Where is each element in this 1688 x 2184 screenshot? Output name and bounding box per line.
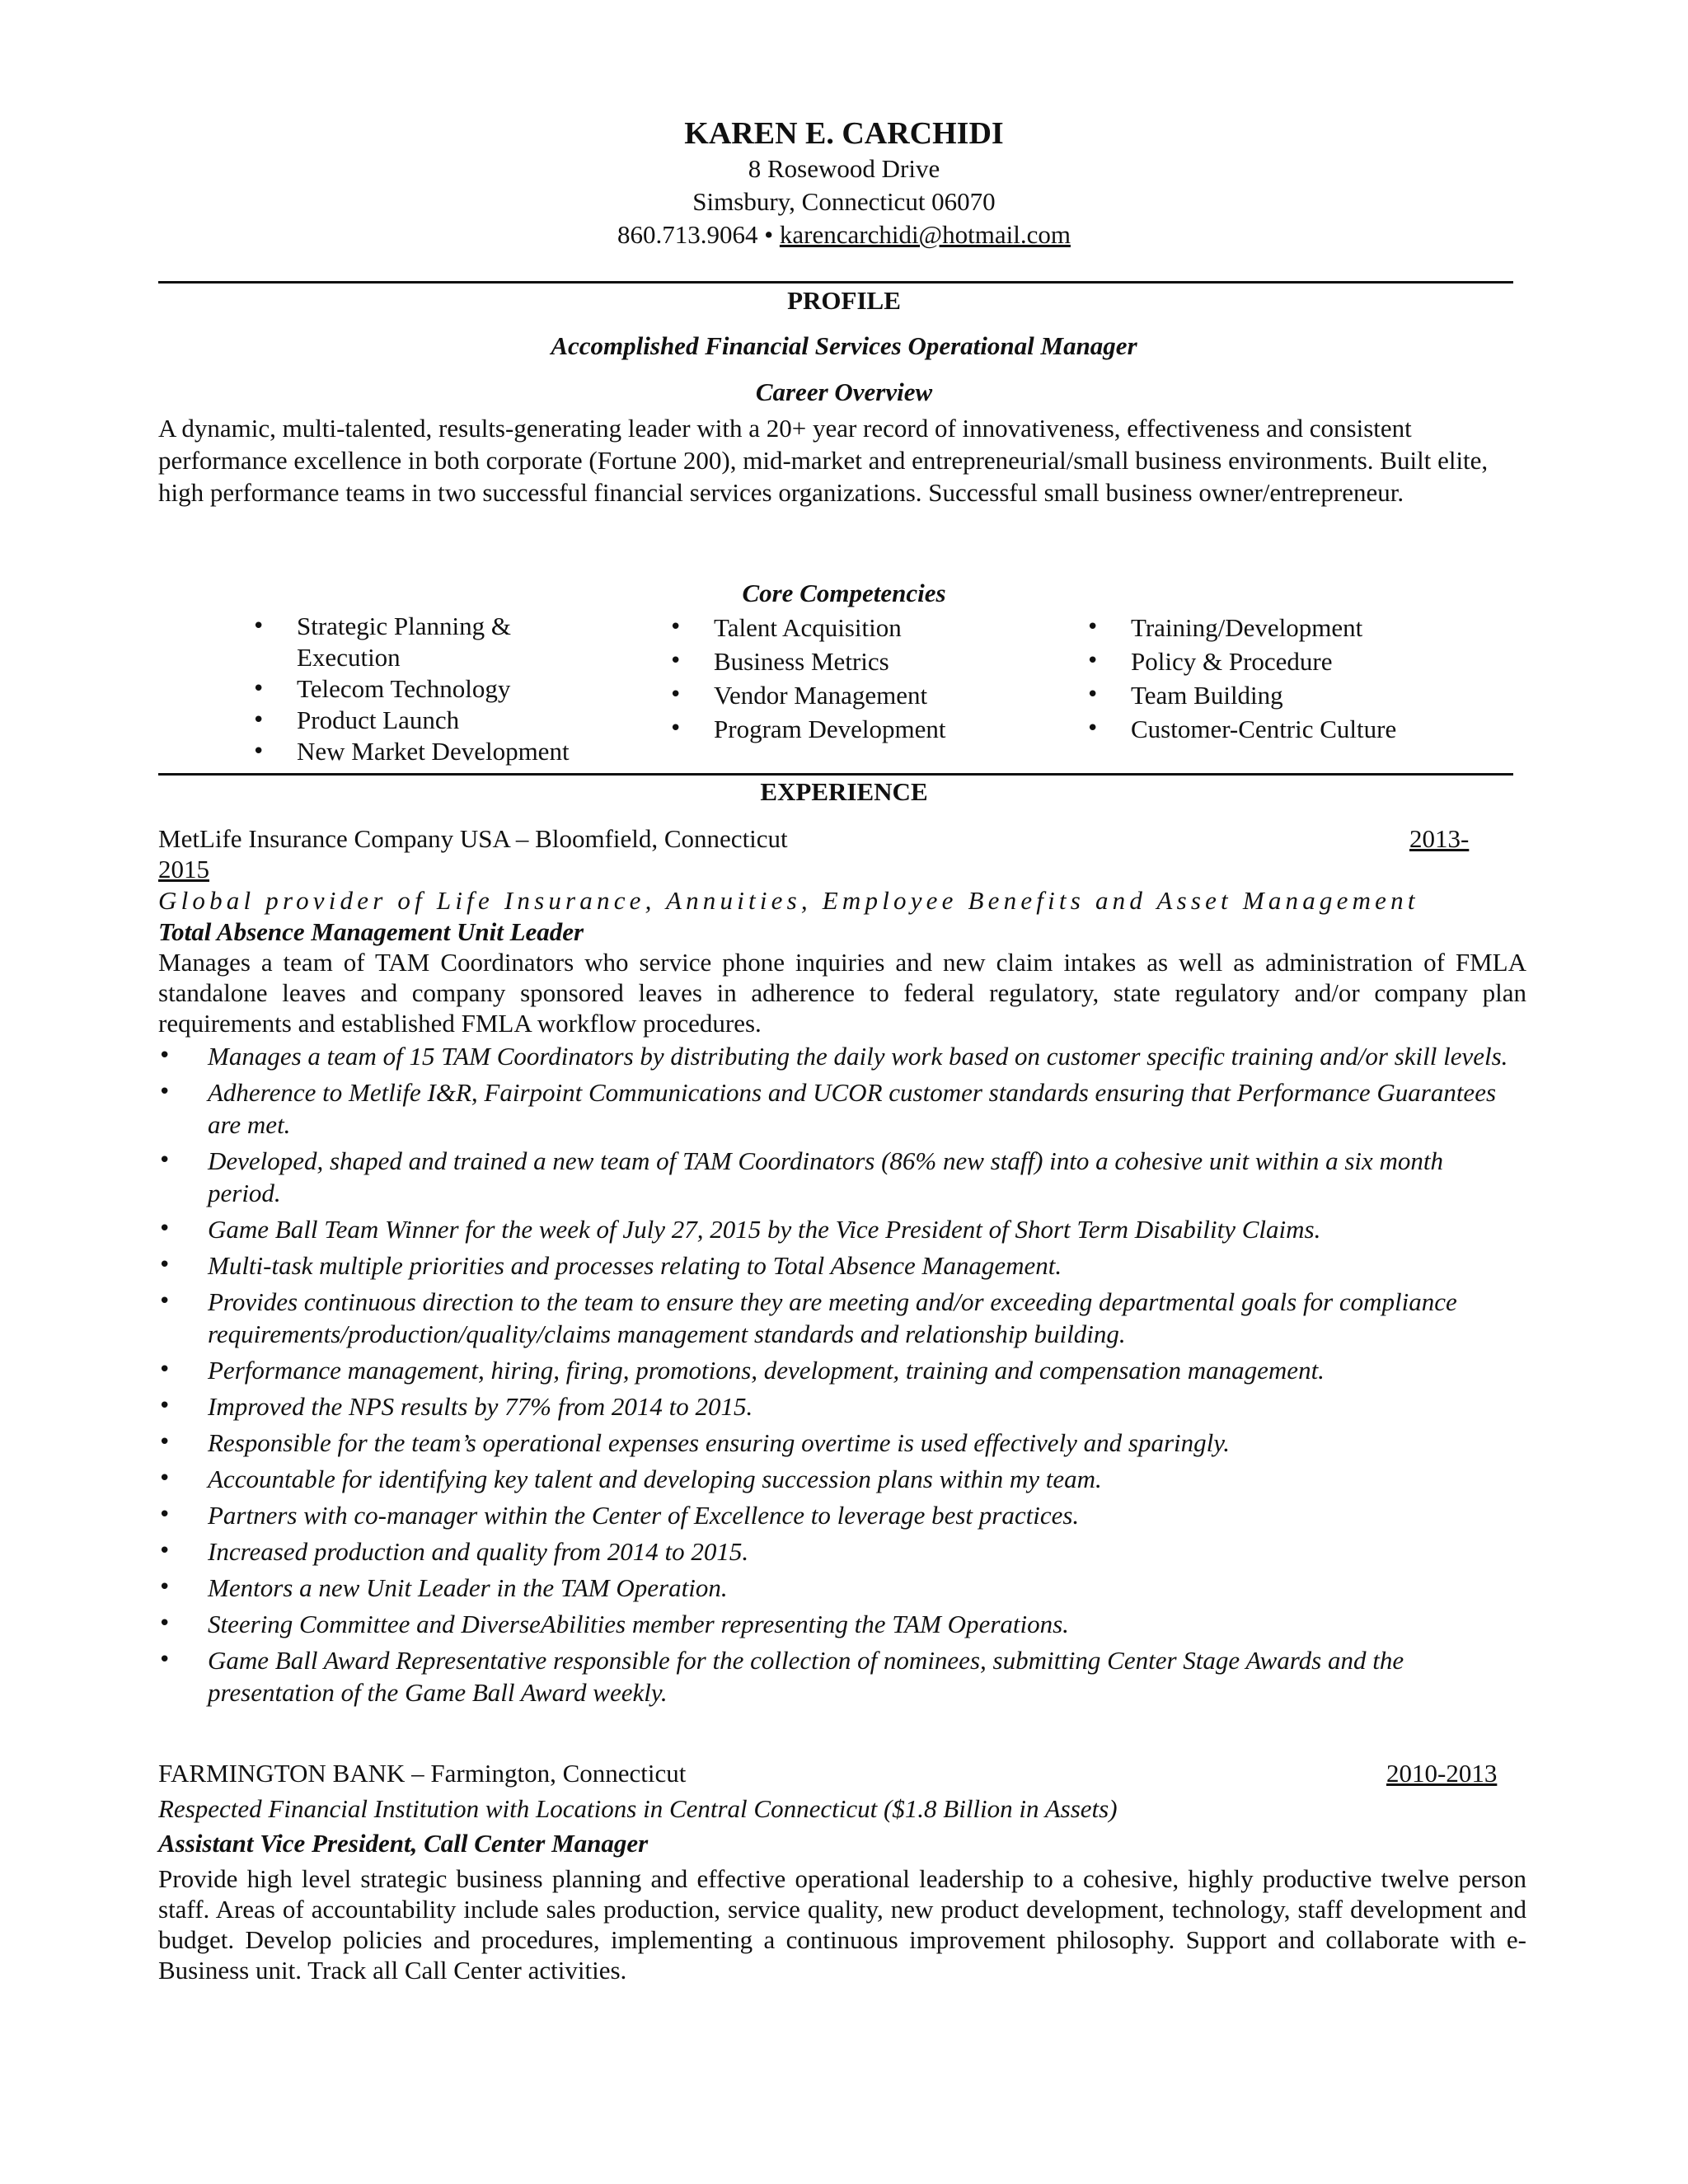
list-item: • Policy & Procedure <box>1086 644 1515 678</box>
phone-number: 860.713.9064 • <box>617 220 774 249</box>
candidate-name: KAREN E. CARCHIDI <box>684 116 1004 151</box>
job-accomplishments <box>158 1040 1518 1713</box>
profile-tagline: Accomplished Financial Services Operational Manager <box>551 331 1137 360</box>
job-company-description: Global provider of Life Insurance, Annuities, Employee Benefits and Asset Management <box>158 886 1419 915</box>
list-item: • Accountable for identifying key talent and developing succession plans within my team. <box>158 1463 1518 1495</box>
list-item: • Strategic Planning & Execution <box>252 611 598 673</box>
email-link[interactable]: karencarchidi@hotmail.com <box>779 220 1071 249</box>
list-item: • Multi-task multiple priorities and processes relating to Total Absence Management. <box>158 1249 1518 1282</box>
profile-heading: PROFILE <box>787 286 901 315</box>
job-company: MetLife Insurance Company USA – Bloomfield, Connecticut <box>158 824 788 853</box>
list-item: • Performance management, hiring, firing, promotions, development, training and compensation management. <box>158 1354 1518 1386</box>
contact-line <box>0 218 1688 251</box>
career-overview-heading: Career Overview <box>755 377 933 406</box>
list-item: • Game Ball Team Winner for the week of July 27, 2015 by the Vice President of Short Term Disability Claims. <box>158 1213 1518 1245</box>
job-dates: 2010-2013 <box>1386 1759 1498 1788</box>
list-item: • Team Building <box>1086 678 1515 712</box>
job-dates-end: 2015 <box>158 855 209 883</box>
list-item: • Training/Development <box>1086 611 1515 644</box>
list-item: • Adherence to Metlife I&R, Fairpoint Communications and UCOR customer standards ensuring that Performance Guarantees are met. <box>158 1076 1518 1141</box>
competencies-column-3 <box>1086 611 1515 746</box>
list-item: • Telecom Technology <box>252 673 598 705</box>
list-item: • Business Metrics <box>669 644 1065 678</box>
job-title: Total Absence Management Unit Leader <box>158 917 584 946</box>
competencies-column-1 <box>252 611 598 767</box>
job-dates-start: 2013- <box>1409 824 1470 853</box>
career-overview-text: A dynamic, multi-talented, results-generating leader with a 20+ year record of innovativeness, effectiveness and consistent performance excellence in both corporate (Fortune 200), mid-market and entrepreneurial/small business environments. Built elite, high performance teams in two successful financial services organizations. Successful small business owner/entrepreneur. <box>158 414 1489 507</box>
list-item: • Increased production and quality from 2014 to 2015. <box>158 1535 1518 1568</box>
list-item: • Responsible for the team’s operational expenses ensuring overtime is used effectively and sparingly. <box>158 1427 1518 1459</box>
job-summary: Manages a team of TAM Coordinators who service phone inquiries and new claim intakes as well as administration of FMLA standalone leaves and company sponsored leaves in adherence to federal regulatory, state regulatory and/or company plan requirements and established FMLA workflow procedures. <box>158 948 1526 1038</box>
list-item: • Game Ball Award Representative responsible for the collection of nominees, submitting Center Stage Awards and the presentation of the Game Ball Award weekly. <box>158 1644 1518 1708</box>
list-item: • Improved the NPS results by 77% from 2014 to 2015. <box>158 1390 1518 1422</box>
list-item: • Manages a team of 15 TAM Coordinators by distributing the daily work based on customer specific training and/or skill levels. <box>158 1040 1518 1072</box>
list-item: • Vendor Management <box>669 678 1065 712</box>
header-divider <box>158 281 1513 284</box>
list-item: • Partners with co-manager within the Center of Excellence to leverage best practices. <box>158 1499 1518 1531</box>
list-item: • Steering Committee and DiverseAbilities member representing the TAM Operations. <box>158 1608 1518 1640</box>
experience-heading: EXPERIENCE <box>760 777 928 806</box>
competencies-column-2 <box>669 611 1065 746</box>
list-item: • Customer-Centric Culture <box>1086 712 1515 746</box>
address-street: 8 Rosewood Drive <box>748 154 940 183</box>
job-title: Assistant Vice President, Call Center Manager <box>158 1829 649 1858</box>
job-company-description: Respected Financial Institution with Locations in Central Connecticut ($1.8 Billion in Assets) <box>158 1794 1118 1823</box>
list-item: • Mentors a new Unit Leader in the TAM Operation. <box>158 1572 1518 1604</box>
list-item: • Developed, shaped and trained a new team of TAM Coordinators (86% new staff) into a cohesive unit within a six month period. <box>158 1145 1518 1209</box>
list-item: • Program Development <box>669 712 1065 746</box>
list-item: • Product Launch <box>252 705 598 736</box>
address-city: Simsbury, Connecticut 06070 <box>692 187 996 216</box>
list-item: • Provides continuous direction to the team to ensure they are meeting and/or exceeding departmental goals for compliance requirements/production/quality/claims management standards and relationship building. <box>158 1286 1518 1350</box>
list-item: • New Market Development <box>252 736 598 767</box>
job-company: FARMINGTON BANK – Farmington, Connecticut <box>158 1759 687 1788</box>
list-item: • Talent Acquisition <box>669 611 1065 644</box>
job-summary: Provide high level strategic business planning and effective operational leadership to a cohesive, highly productive twelve person staff. Areas of accountability include sales production, service quality, new product development, technology, staff development and budget. Develop policies and procedures, implementing a continuous improvement philosophy. Support and collaborate with e-Business unit. Track all Call Center activities. <box>158 1864 1526 1985</box>
core-competencies-heading: Core Competencies <box>742 579 946 607</box>
